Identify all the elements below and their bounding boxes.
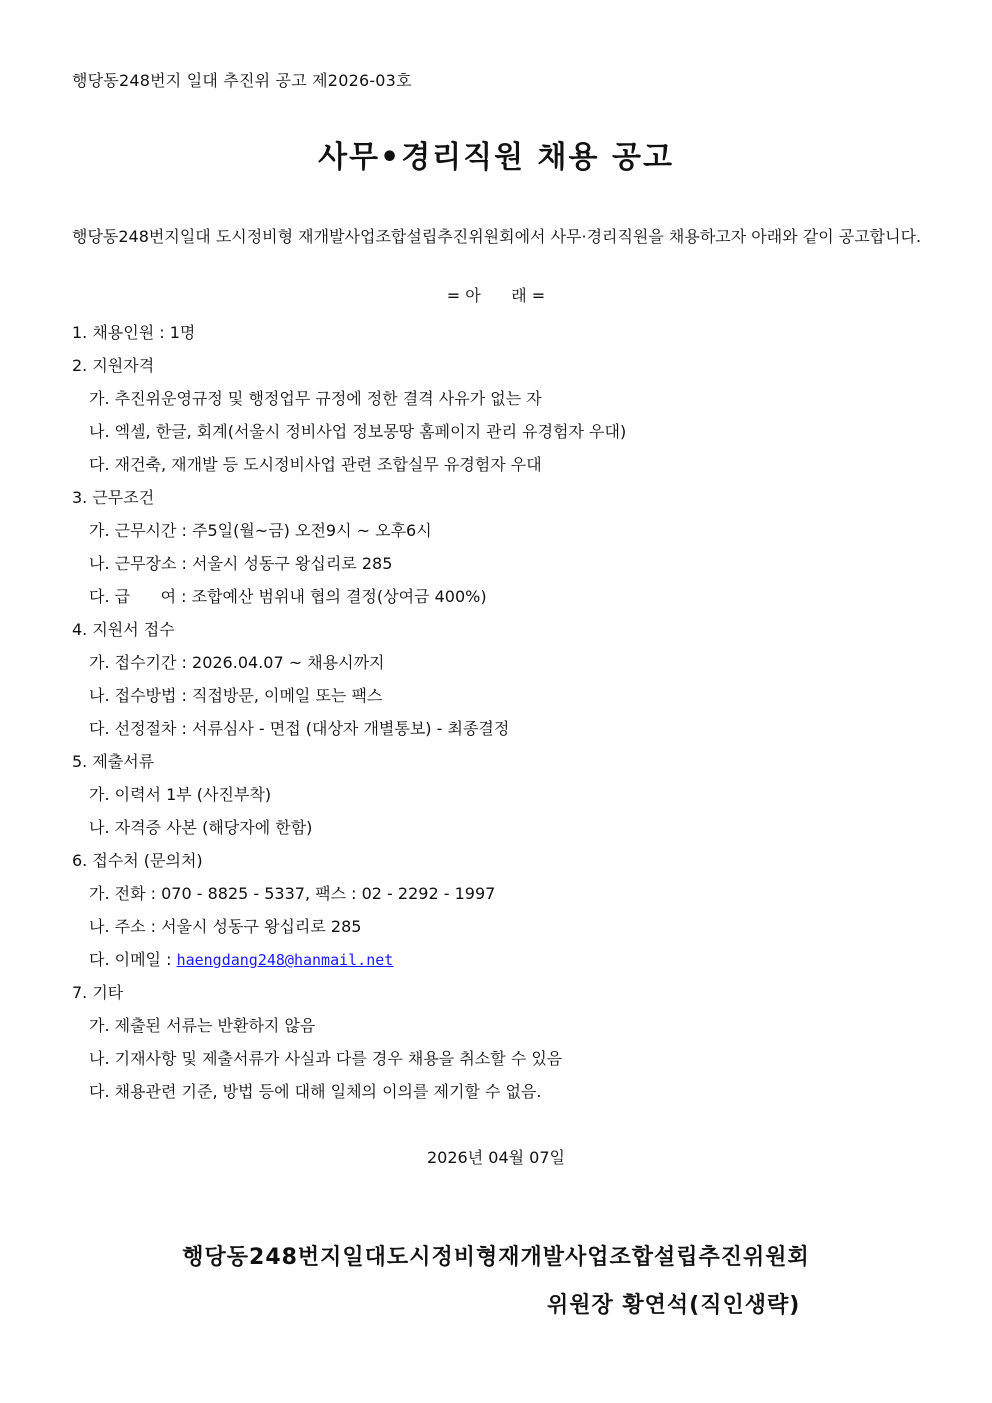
- list-item: 다. 채용관련 기준, 방법 등에 대해 일체의 이의를 제기할 수 없음.: [89, 1082, 542, 1101]
- email-link[interactable]: haengdang248@hanmail.net: [176, 951, 394, 969]
- list-item: 가. 전화 : 070 - 8825 - 5337, 팩스 : 02 - 2292 - 1997: [89, 884, 496, 903]
- list-item: 다. 재건축, 재개발 등 도시정비사업 관련 조합실무 유경험자 우대: [89, 455, 542, 474]
- notice-date: 2026년 04월 07일: [427, 1148, 565, 1167]
- section-headcount: 1. 채용인원 : 1명: [72, 323, 196, 342]
- list-item: 다. 선정절차 : 서류심사 - 면접 (대상자 개별통보) - 최종결정: [89, 719, 510, 738]
- list-item: 가. 접수기간 : 2026.04.07 ~ 채용시까지: [89, 653, 385, 672]
- page-title: 사무•경리직원 채용 공고: [318, 140, 674, 175]
- list-item: 나. 자격증 사본 (해당자에 한함): [89, 818, 313, 837]
- notice-body: [72, 316, 932, 1108]
- section-contact-title: 6. 접수처 (문의처): [72, 851, 203, 870]
- section-conditions-title: 3. 근무조건: [72, 488, 155, 507]
- section-qualification-title: 2. 지원자격: [72, 356, 155, 375]
- list-item: 가. 제출된 서류는 반환하지 않음: [89, 1016, 316, 1035]
- list-item: 가. 이력서 1부 (사진부착): [89, 785, 272, 804]
- list-item: 가. 추진위운영규정 및 행정업무 규정에 정한 결격 사유가 없는 자: [89, 389, 542, 408]
- list-item: 나. 주소 : 서울시 성동구 왕십리로 285: [89, 917, 362, 936]
- notice-number: 행당동248번지 일대 추진위 공고 제2026-03호: [72, 71, 412, 90]
- email-line: [72, 943, 932, 976]
- list-item: 가. 근무시간 : 주5일(월~금) 오전9시 ~ 오후6시: [89, 521, 432, 540]
- intro-paragraph: 행당동248번지일대 도시정비형 재개발사업조합설립추진위원회에서 사무·경리직원을 채용하고자 아래와 같이 공고합니다.: [72, 227, 922, 246]
- email-prefix: 다. 이메일 :: [89, 950, 177, 969]
- list-item: 나. 근무장소 : 서울시 성동구 왕십리로 285: [89, 554, 393, 573]
- list-item: 나. 기재사항 및 제출서류가 사실과 다를 경우 채용을 취소할 수 있음: [89, 1049, 563, 1068]
- list-item: 나. 접수방법 : 직접방문, 이메일 또는 팩스: [89, 686, 383, 705]
- signer: 위원장 황연석(직인생략): [547, 1293, 801, 1318]
- section-application-title: 4. 지원서 접수: [72, 620, 175, 639]
- section-documents-title: 5. 제출서류: [72, 752, 155, 771]
- list-item: 다. 급 여 : 조합예산 범위내 협의 결정(상여금 400%): [89, 587, 487, 606]
- center-note: = 아 래 =: [446, 286, 546, 305]
- list-item: 나. 엑셀, 한글, 회계(서울시 정비사업 정보몽땅 홈페이지 관리 유경험자 우대): [89, 422, 627, 441]
- section-etc-title: 7. 기타: [72, 983, 124, 1002]
- organization-name: 행당동248번지일대도시정비형재개발사업조합설립추진위원회: [182, 1245, 810, 1270]
